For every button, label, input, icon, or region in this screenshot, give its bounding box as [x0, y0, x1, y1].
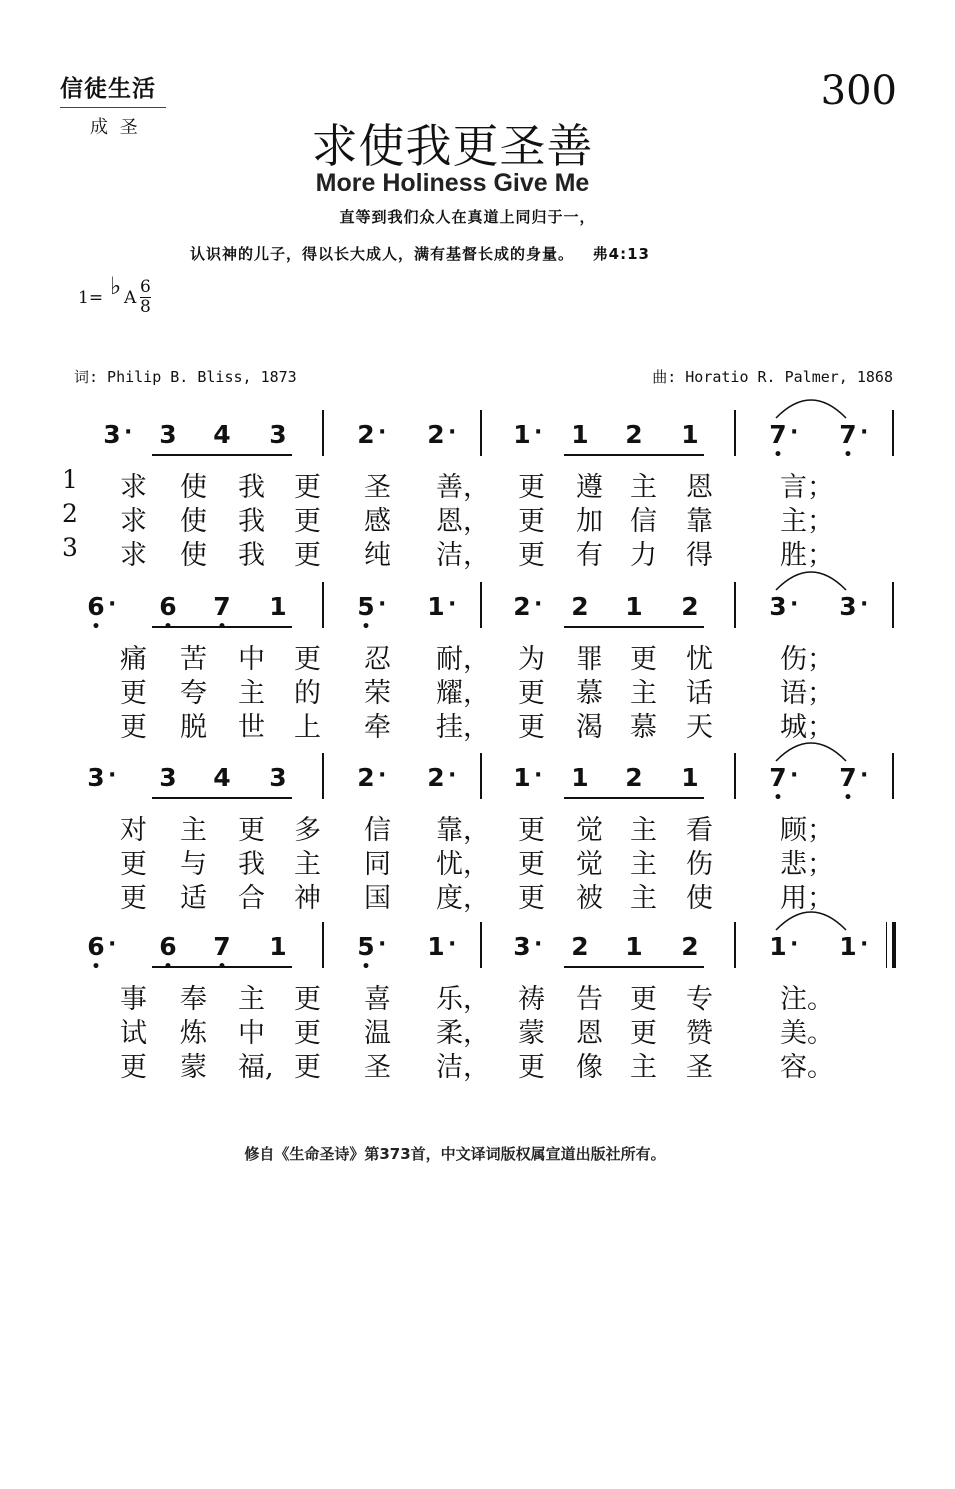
lyric-syllable: 更 [120, 849, 147, 880]
note: 2 [427, 763, 445, 792]
note: 7 [839, 420, 857, 449]
lyric-syllable: 专 [686, 984, 713, 1015]
lyric-syllable: 天 [686, 712, 713, 743]
lyric-syllable: 同 [364, 849, 391, 880]
lyric-syllable: 慕 [630, 712, 657, 743]
lower-octave-dot: • [773, 790, 783, 806]
lower-octave-dot: • [217, 619, 227, 635]
lyric-syllable: 痛 [120, 644, 147, 675]
lyric-syllable: 蒙 [180, 1052, 207, 1083]
lyric-syllable: 城； [780, 712, 834, 743]
lyric-syllable: 觉 [576, 815, 603, 846]
lyric-syllable: 忍 [364, 644, 391, 675]
lyric-syllable: 容。 [780, 1052, 834, 1083]
lyric-syllable: 对 [120, 815, 147, 846]
lyric-syllable: 有 [576, 540, 603, 571]
note: 1 [625, 592, 643, 621]
note: 1 [681, 763, 699, 792]
lyric-syllable: 苦 [180, 644, 207, 675]
augmentation-dot: · [378, 592, 387, 617]
note: 5 [357, 932, 375, 961]
lyric-syllable: 国 [364, 883, 391, 914]
lyric-syllable: 恩 [576, 1018, 603, 1049]
verse-number: 2 [62, 499, 78, 528]
music-system-1 [70, 410, 900, 468]
note: 1 [625, 932, 643, 961]
lyric-syllable: 我 [238, 849, 265, 880]
lyric-syllable: 主 [630, 678, 657, 709]
lyric-syllable: 靠， [436, 815, 490, 846]
lyric-syllable: 信 [364, 815, 391, 846]
note: 1 [513, 763, 531, 792]
beam-underline [564, 966, 704, 968]
augmentation-dot: · [124, 420, 133, 445]
scripture-line-1: 直等到我们众人在真道上同归于一， [339, 208, 596, 226]
lyric-syllable: 夸 [180, 678, 207, 709]
lyric-line-verse-1 [70, 977, 900, 1015]
augmentation-dot: · [860, 932, 869, 957]
note: 4 [213, 763, 231, 792]
lyric-syllable: 更 [518, 678, 545, 709]
lower-octave-dot: • [361, 619, 371, 635]
lyric-syllable: 洁， [436, 1052, 490, 1083]
lyric-syllable: 福, [238, 1052, 274, 1083]
note: 2 [357, 420, 375, 449]
lyric-syllable: 求 [120, 472, 147, 503]
verse-number: 3 [62, 533, 78, 562]
lyric-syllable: 忧， [436, 849, 490, 880]
lyric-syllable: 更 [518, 1052, 545, 1083]
bar-line [322, 410, 324, 456]
lyric-syllable: 更 [518, 815, 545, 846]
lyric-syllable: 靠 [686, 506, 713, 537]
lyric-syllable: 祷 [518, 984, 545, 1015]
lyric-syllable: 荣 [364, 678, 391, 709]
lyric-syllable: 使 [180, 540, 207, 571]
lyric-syllable: 乐， [436, 984, 490, 1015]
lyric-syllable: 忧 [686, 644, 713, 675]
lyric-syllable: 圣 [364, 1052, 391, 1083]
lyric-line-verse-3 [70, 1045, 900, 1083]
scripture-line-2: 认识神的儿子，得以长大成人，满有基督长成的身量。 弗4:13 [190, 245, 650, 263]
lyric-syllable: 美。 [780, 1018, 834, 1049]
augmentation-dot: · [448, 932, 457, 957]
tie-curve [776, 572, 846, 590]
note: 4 [213, 420, 231, 449]
lyric-syllable: 更 [120, 712, 147, 743]
augmentation-dot: · [108, 592, 117, 617]
music-system-4 [70, 922, 900, 980]
lyric-syllable: 更 [120, 678, 147, 709]
note: 6 [159, 932, 177, 961]
lyricist-credit: 词: Philip B. Bliss, 1873 [74, 368, 297, 386]
augmentation-dot: · [860, 763, 869, 788]
note: 2 [357, 763, 375, 792]
lyric-syllable: 主 [238, 984, 265, 1015]
lyric-syllable: 试 [120, 1018, 147, 1049]
note: 1 [427, 592, 445, 621]
lyric-syllable: 求 [120, 540, 147, 571]
lyric-syllable: 主 [630, 1052, 657, 1083]
tie-curve [776, 400, 846, 418]
augmentation-dot: · [790, 592, 799, 617]
lyric-syllable: 注。 [780, 984, 834, 1015]
bar-line [734, 410, 736, 456]
augmentation-dot: · [534, 763, 543, 788]
note: 3 [159, 763, 177, 792]
note: 1 [269, 592, 287, 621]
hymn-title-chinese: 求使我更圣善 [311, 119, 594, 173]
lyric-syllable: 赞 [686, 1018, 713, 1049]
lyric-syllable: 更 [518, 472, 545, 503]
lyric-syllable: 事 [120, 984, 147, 1015]
lyric-syllable: 渴 [576, 712, 603, 743]
beam-underline [152, 454, 292, 456]
lyric-syllable: 更 [518, 540, 545, 571]
lyric-line-verse-1 [70, 808, 900, 846]
note: 7 [769, 763, 787, 792]
composer-credit: 曲: Horatio R. Palmer, 1868 [652, 368, 893, 386]
lyric-syllable: 我 [238, 506, 265, 537]
lyric-syllable: 遵 [576, 472, 603, 503]
note: 2 [681, 592, 699, 621]
lyric-syllable: 主； [780, 506, 834, 537]
lower-octave-dot: • [217, 959, 227, 975]
note: 7 [839, 763, 857, 792]
tie-arc [774, 733, 848, 763]
note: 6 [87, 592, 105, 621]
time-signature [140, 278, 151, 317]
augmentation-dot: · [790, 932, 799, 957]
augmentation-dot: · [378, 420, 387, 445]
lyric-syllable: 为 [518, 644, 545, 675]
lyric-syllable: 告 [576, 984, 603, 1015]
lyric-syllable: 主 [294, 849, 321, 880]
lyric-syllable: 中 [238, 1018, 265, 1049]
note: 1 [681, 420, 699, 449]
lyric-syllable: 主 [238, 678, 265, 709]
lyric-syllable: 更 [518, 883, 545, 914]
note: 2 [571, 932, 589, 961]
lyric-syllable: 像 [576, 1052, 603, 1083]
lyric-syllable: 我 [238, 472, 265, 503]
lyric-syllable: 善， [436, 472, 490, 503]
augmentation-dot: · [534, 592, 543, 617]
music-system-2 [70, 582, 900, 640]
lyric-syllable: 脱 [180, 712, 207, 743]
bar-line [480, 410, 482, 456]
lyric-syllable: 恩 [686, 472, 713, 503]
lyric-line-verse-2 [70, 842, 900, 880]
lyric-line-verse-2 [62, 499, 900, 537]
final-bar-line [892, 922, 896, 968]
lyric-syllable: 更 [630, 644, 657, 675]
lyric-syllable: 更 [294, 644, 321, 675]
lyric-syllable: 更 [294, 540, 321, 571]
lyric-syllable: 更 [518, 506, 545, 537]
copyright-footer: 修自《生命圣诗》第373首，中文译词版权属宣道出版社所有。 [244, 1145, 666, 1163]
beam-underline [564, 454, 704, 456]
lyric-syllable: 伤 [686, 849, 713, 880]
bar-line [322, 582, 324, 628]
tie-curve [776, 743, 846, 761]
beam-underline [152, 626, 292, 628]
lyric-syllable: 牵 [364, 712, 391, 743]
lyric-syllable: 挂， [436, 712, 490, 743]
lyric-syllable: 上 [294, 712, 321, 743]
lyric-syllable: 语； [780, 678, 834, 709]
music-system-3 [70, 753, 900, 811]
flat-sign: ♭ [110, 272, 122, 300]
augmentation-dot: · [790, 763, 799, 788]
subcategory-label: 成 圣 [90, 117, 141, 138]
lyric-syllable: 洁， [436, 540, 490, 571]
note: 3 [159, 420, 177, 449]
augmentation-dot: · [448, 420, 457, 445]
lower-octave-dot: • [91, 619, 101, 635]
note: 7 [213, 932, 231, 961]
lyric-line-verse-2 [70, 671, 900, 709]
tie-arc [774, 562, 848, 592]
lyric-syllable: 与 [180, 849, 207, 880]
note: 2 [681, 932, 699, 961]
lyric-syllable: 主 [180, 815, 207, 846]
lyric-syllable: 悲； [780, 849, 834, 880]
lyric-line-verse-1 [62, 465, 900, 503]
lower-octave-dot: • [91, 959, 101, 975]
lyric-syllable: 温 [364, 1018, 391, 1049]
bar-line [892, 582, 894, 628]
lyric-syllable: 言； [780, 472, 834, 503]
lyric-syllable: 信 [630, 506, 657, 537]
key-note: A [124, 288, 137, 308]
lyric-syllable: 奉 [180, 984, 207, 1015]
augmentation-dot: · [448, 763, 457, 788]
lower-octave-dot: • [773, 447, 783, 463]
lyric-syllable: 主 [630, 472, 657, 503]
lyric-syllable: 更 [238, 815, 265, 846]
augmentation-dot: · [860, 420, 869, 445]
lyric-syllable: 我 [238, 540, 265, 571]
note: 2 [427, 420, 445, 449]
augmentation-dot: · [108, 932, 117, 957]
beam-underline [564, 797, 704, 799]
tie-curve [776, 912, 846, 930]
lyric-syllable: 使 [686, 883, 713, 914]
time-denominator: 8 [140, 297, 151, 317]
lyric-syllable: 耐， [436, 644, 490, 675]
augmentation-dot: · [448, 592, 457, 617]
lyric-syllable: 被 [576, 883, 603, 914]
note: 3 [269, 420, 287, 449]
lyric-syllable: 话 [686, 678, 713, 709]
bar-line [734, 753, 736, 799]
lyric-syllable: 看 [686, 815, 713, 846]
note: 1 [269, 932, 287, 961]
lyric-syllable: 圣 [686, 1052, 713, 1083]
note: 1 [839, 932, 857, 961]
lyric-syllable: 更 [294, 1018, 321, 1049]
lyric-syllable: 更 [294, 984, 321, 1015]
lyric-line-verse-2 [70, 1011, 900, 1049]
note: 6 [87, 932, 105, 961]
lyric-syllable: 力 [630, 540, 657, 571]
note: 3 [513, 932, 531, 961]
bar-line [892, 410, 894, 456]
lyric-syllable: 使 [180, 506, 207, 537]
augmentation-dot: · [108, 763, 117, 788]
note: 1 [571, 763, 589, 792]
lower-octave-dot: • [843, 447, 853, 463]
lyric-syllable: 更 [120, 883, 147, 914]
lower-octave-dot: • [843, 790, 853, 806]
lyric-syllable: 求 [120, 506, 147, 537]
lyric-syllable: 顾； [780, 815, 834, 846]
note: 3 [269, 763, 287, 792]
lower-octave-dot: • [163, 959, 173, 975]
note: 1 [571, 420, 589, 449]
lyric-syllable: 伤； [780, 644, 834, 675]
lyric-syllable: 加 [576, 506, 603, 537]
category-label: 信徒生活 [60, 70, 166, 108]
key-prefix: 1= [78, 288, 104, 308]
bar-line [480, 582, 482, 628]
lyric-syllable: 蒙 [518, 1018, 545, 1049]
bar-line [886, 922, 887, 968]
lyric-syllable: 胜； [780, 540, 834, 571]
lyric-syllable: 纯 [364, 540, 391, 571]
note: 2 [513, 592, 531, 621]
lyric-syllable: 炼 [180, 1018, 207, 1049]
bar-line [734, 582, 736, 628]
lyric-syllable: 柔， [436, 1018, 490, 1049]
lyric-syllable: 耀， [436, 678, 490, 709]
lyric-syllable: 得 [686, 540, 713, 571]
lyric-syllable: 更 [294, 506, 321, 537]
note: 7 [213, 592, 231, 621]
lower-octave-dot: • [163, 619, 173, 635]
note: 2 [571, 592, 589, 621]
lyric-syllable: 用； [780, 883, 834, 914]
lyric-syllable: 恩， [436, 506, 490, 537]
bar-line [892, 753, 894, 799]
tie-arc [774, 390, 848, 420]
lyric-syllable: 适 [180, 883, 207, 914]
lyric-syllable: 世 [238, 712, 265, 743]
note: 1 [513, 420, 531, 449]
augmentation-dot: · [378, 763, 387, 788]
note: 5 [357, 592, 375, 621]
bar-line [480, 922, 482, 968]
lyric-line-verse-1 [70, 637, 900, 675]
lyric-syllable: 主 [630, 815, 657, 846]
augmentation-dot: · [534, 420, 543, 445]
note: 3 [87, 763, 105, 792]
lyric-syllable: 更 [294, 1052, 321, 1083]
lyric-syllable: 更 [518, 849, 545, 880]
lyric-syllable: 觉 [576, 849, 603, 880]
lyric-syllable: 感 [364, 506, 391, 537]
note: 6 [159, 592, 177, 621]
verse-number: 1 [62, 465, 78, 494]
lyric-syllable: 的 [294, 678, 321, 709]
lyric-syllable: 多 [294, 815, 321, 846]
lyric-syllable: 度， [436, 883, 490, 914]
note: 3 [103, 420, 121, 449]
lyric-syllable: 圣 [364, 472, 391, 503]
lyric-syllable: 合 [238, 883, 265, 914]
lyric-syllable: 慕 [576, 678, 603, 709]
augmentation-dot: · [860, 592, 869, 617]
bar-line [322, 753, 324, 799]
lyric-syllable: 神 [294, 883, 321, 914]
tie-arc [774, 902, 848, 932]
lyric-syllable: 更 [120, 1052, 147, 1083]
lyric-syllable: 中 [238, 644, 265, 675]
bar-line [322, 922, 324, 968]
lyric-syllable: 喜 [364, 984, 391, 1015]
note: 1 [769, 932, 787, 961]
lyric-syllable: 主 [630, 883, 657, 914]
lyric-syllable: 更 [630, 1018, 657, 1049]
key-signature [78, 272, 137, 308]
lyric-syllable: 更 [294, 472, 321, 503]
note: 7 [769, 420, 787, 449]
note: 1 [427, 932, 445, 961]
lyric-syllable: 更 [518, 712, 545, 743]
augmentation-dot: · [790, 420, 799, 445]
augmentation-dot: · [534, 932, 543, 957]
hymn-number: 300 [820, 68, 897, 114]
lyric-syllable: 更 [630, 984, 657, 1015]
lyric-syllable: 罪 [576, 644, 603, 675]
lyric-syllable: 使 [180, 472, 207, 503]
bar-line [480, 753, 482, 799]
bar-line [734, 922, 736, 968]
lyric-syllable: 主 [630, 849, 657, 880]
beam-underline [152, 797, 292, 799]
time-numerator: 6 [140, 277, 151, 297]
note: 3 [769, 592, 787, 621]
note: 3 [839, 592, 857, 621]
note: 2 [625, 763, 643, 792]
hymn-title-english: More Holiness Give Me [315, 169, 590, 197]
lower-octave-dot: • [361, 959, 371, 975]
beam-underline [564, 626, 704, 628]
augmentation-dot: · [378, 932, 387, 957]
beam-underline [152, 966, 292, 968]
note: 2 [625, 420, 643, 449]
